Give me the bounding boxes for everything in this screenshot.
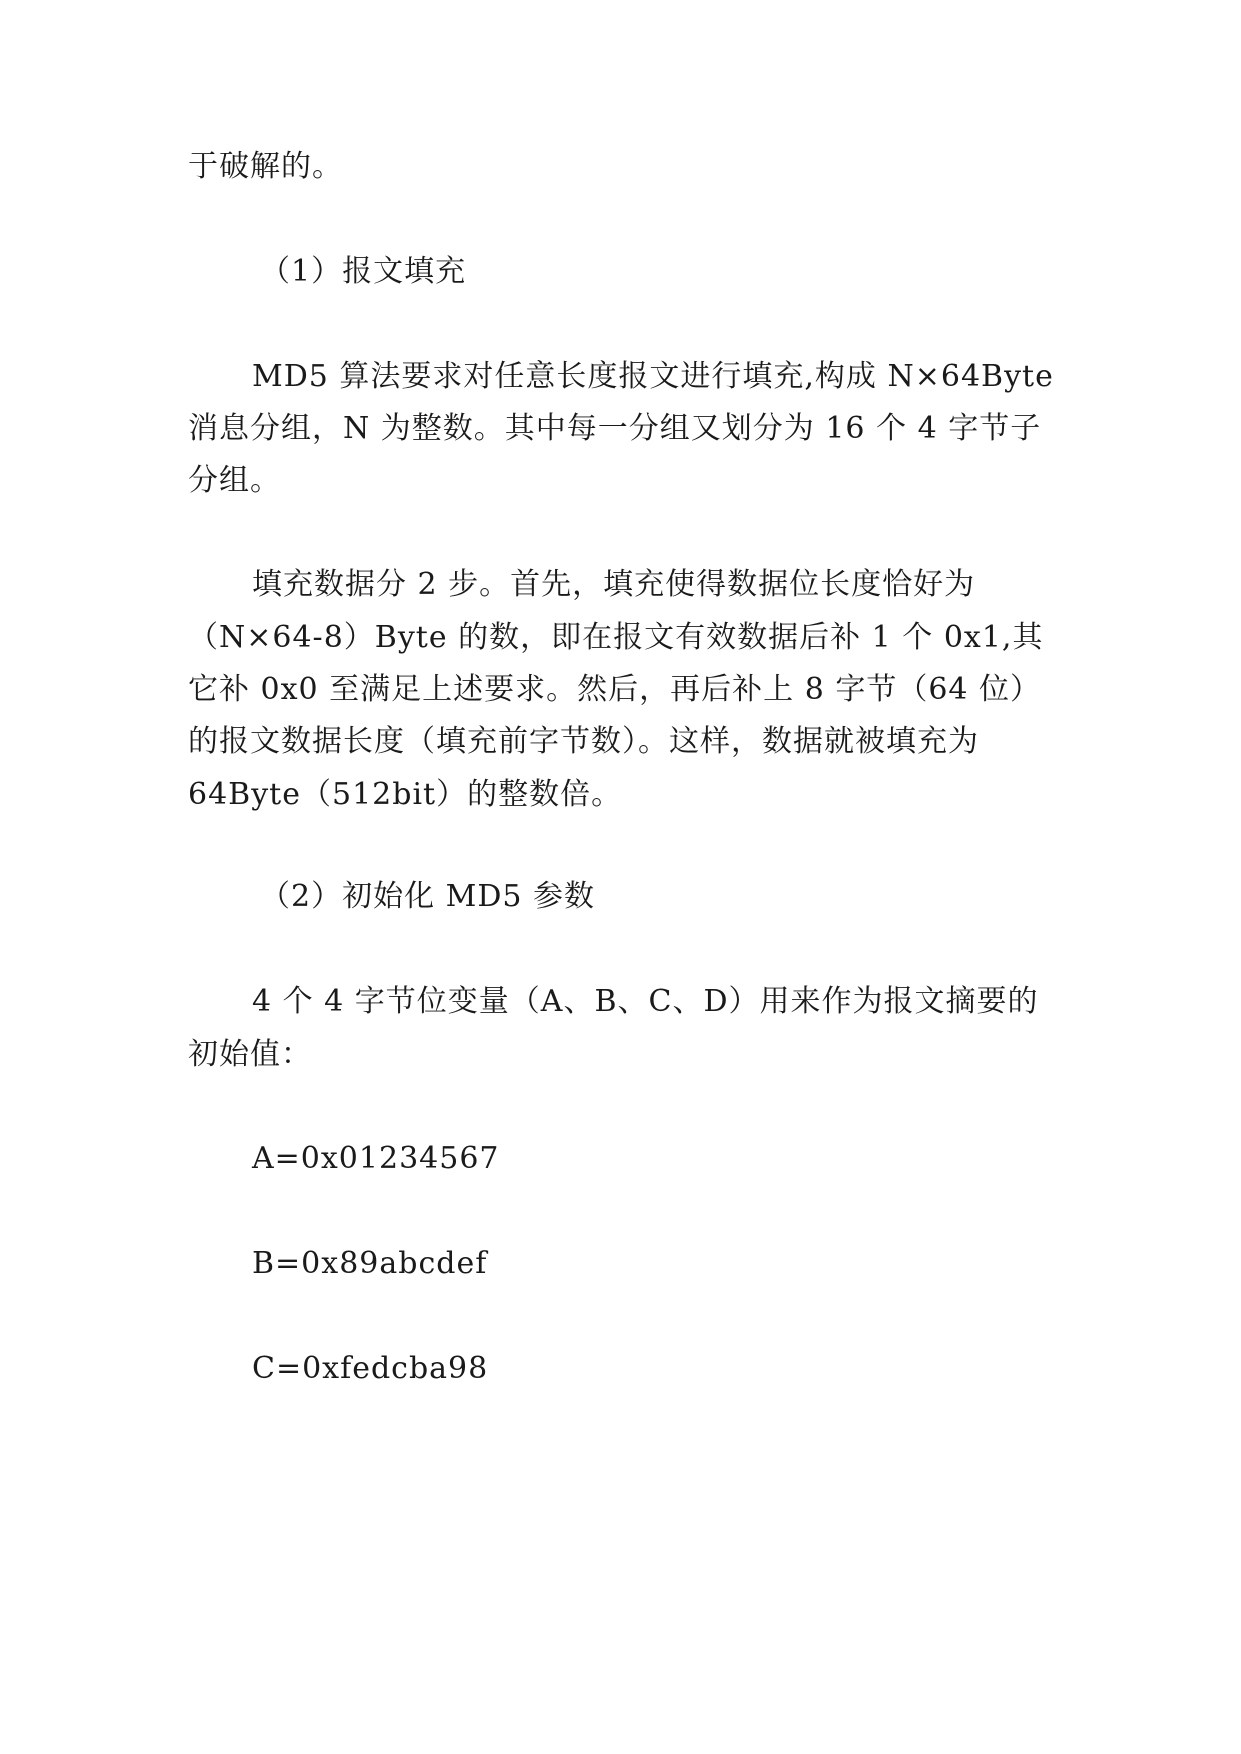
paragraph-padding-steps-line-1: 填充数据分 2 步。首先，填充使得数据位长度恰好为 [252, 567, 976, 602]
paragraph-padding-intro-line-3: 分组。 [188, 463, 281, 498]
text-line-continuation: 于破解的。 [188, 149, 343, 184]
paragraph-padding-steps-line-2: （N×64-8）Byte 的数，即在报文有效数据后补 1 个 0x1,其 [188, 620, 1044, 655]
paragraph-padding-intro-line-2: 消息分组，N 为整数。其中每一分组又划分为 16 个 4 字节子 [188, 411, 1042, 446]
value-b: B=0x89abcdef [252, 1246, 488, 1281]
paragraph-padding-steps-line-3: 它补 0x0 至满足上述要求。然后，再后补上 8 字节（64 位） [188, 672, 1042, 707]
value-a: A=0x01234567 [252, 1141, 500, 1176]
paragraph-padding-intro-line-1: MD5 算法要求对任意长度报文进行填充,构成 N×64Byte [252, 359, 1054, 394]
section-heading-init-params: （2）初始化 MD5 参数 [260, 879, 596, 914]
paragraph-padding-steps-line-5: 64Byte（512bit）的整数倍。 [188, 777, 623, 812]
paragraph-variables-line-1: 4 个 4 字节位变量（A、B、C、D）用来作为报文摘要的 [252, 984, 1039, 1019]
section-heading-message-padding: （1）报文填充 [260, 254, 467, 289]
paragraph-padding-steps-line-4: 的报文数据长度（填充前字节数）。这样，数据就被填充为 [188, 724, 979, 759]
paragraph-variables-line-2: 初始值： [188, 1037, 312, 1072]
value-c: C=0xfedcba98 [252, 1351, 489, 1386]
